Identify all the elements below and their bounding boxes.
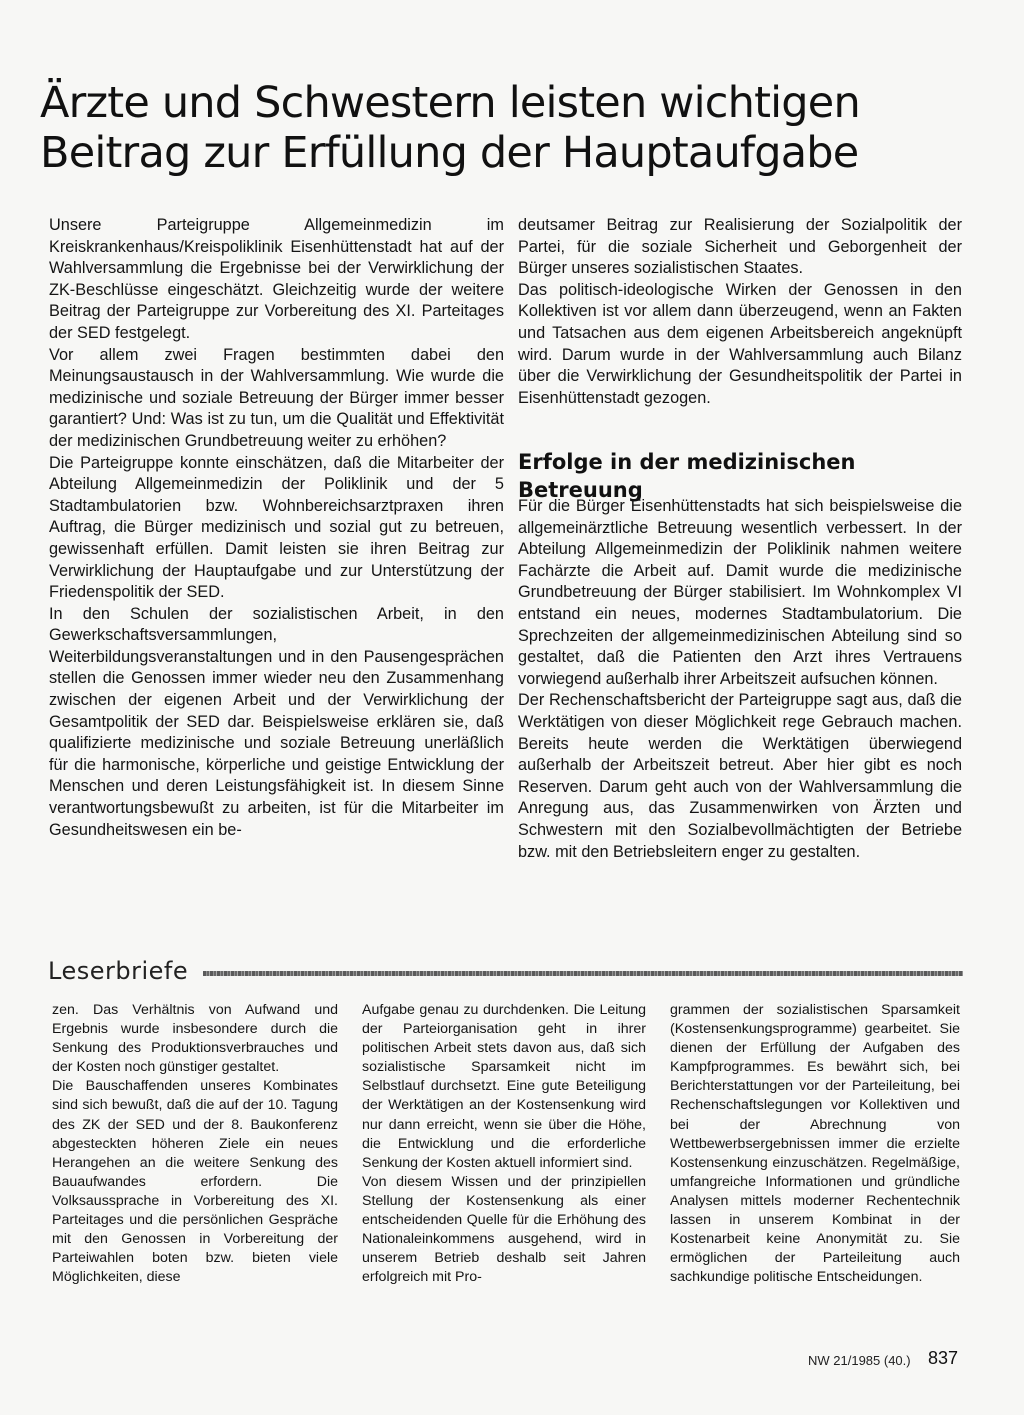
- title-line-1: Ärzte und Schwestern leisten wichtigen: [40, 78, 860, 128]
- letters-column-3: [670, 1001, 960, 1287]
- paragraph: Der Rechenschaftsbericht der Parteigruppe sagt aus, daß die Werktätigen von dieser Möglichkeit rege Gebrauch machen. Bereits heute werden die Werktätigen überwiegend außerhalb der Arbeitszeit betreut. Aber hier gibt es noch Reserven. Darum geht auch von der Wahlversammlung die Anregung aus, das Zusammenwirken von Ärzten und Schwestern mit den Sozialbevollmächtigten der Betriebe bzw. mit den Betriebsleitern enger zu gestalten.: [518, 691, 962, 861]
- article-column-1: [49, 215, 504, 841]
- letters-column-2: [362, 1001, 646, 1287]
- issue-reference: NW 21/1985 (40.): [808, 1353, 911, 1368]
- article-column-2: [518, 215, 962, 409]
- letters-column-1: [52, 1001, 338, 1287]
- article-title: [40, 78, 1000, 178]
- article-subheading: Erfolge in der medizinischen Betreuung: [518, 450, 856, 502]
- section-divider: [203, 971, 963, 976]
- paragraph: Von diesem Wissen und der prinzipiellen Stellung der Kostensenkung als einer entscheidenden Quelle für die Erhöhung des Nationaleinkommens ausgehend, wird in unserem Betrieb deshalb seit Jahren erfolgreich mit Pro-: [362, 1173, 646, 1286]
- paragraph: Aufgabe genau zu durchdenken. Die Leitung der Parteiorganisation geht in ihrer politischen Arbeit stets davon aus, daß sich sozialistische Sparsamkeit nicht im Selbstlauf durchsetzt. Eine gute Beteiligung der Werktätigen an der Kostensenkung wird nur dann erreicht, wenn sie über die Höhe, die Entwicklung und die erforderliche Senkung der Kosten aktuell informiert sind.: [362, 1002, 646, 1171]
- page-number: 837: [928, 1348, 959, 1368]
- paragraph: Das politisch-ideologische Wirken der Genossen in den Kollektiven ist vor allem dann überzeugend, wenn an Fakten und Tatsachen aus dem eigenen Arbeitsbereich angeknüpft wird. Darum wurde in der Wahlversammlung auch Bilanz über die Verwirklichung der Gesundheitspolitik der Partei in Eisenhüttenstadt gezogen.: [518, 280, 962, 407]
- paragraph: In den Schulen der sozialistischen Arbeit, in den Gewerkschaftsversammlungen, Weiterbildungsveranstaltungen und in den Pausengesprächen stellen die Genossen immer wieder neu den Zusammenhang zwischen der eigenen Arbeit und der Verwirklichung der Gesamtpolitik der SED dar. Beispielsweise erklären sie, daß qualifizierte medizinische und soziale Betreuung unerläßlich für die harmonische, körperliche und geistige Entwicklung der Menschen und deren Leistungsfähigkeit ist. In diesem Sinne verantwortungsbewußt zu arbeiten, ist für die Mitarbeiter im Gesundheitswesen ein be-: [49, 604, 504, 839]
- section-label-leserbriefe: Leserbriefe: [48, 957, 189, 985]
- paragraph: Unsere Parteigruppe Allgemeinmedizin im Kreiskrankenhaus/Kreispoliklinik Eisenhüttenstadt hat auf der Wahlversammlung die Ergebnisse bei der Verwirklichung der ZK-Beschlüsse eingeschätzt. Gleichzeitig wurde der weitere Beitrag der Parteigruppe zur Vorbereitung des XI. Parteitages der SED festgelegt.: [49, 216, 504, 342]
- article-column-2-continued: [518, 496, 962, 863]
- paragraph: grammen der sozialistischen Sparsamkeit (Kostensenkungsprogramme) gearbeitet. Sie dienen der Erfüllung der Aufgaben des Kampfprogrammes. Es bewährt sich, bei Berichterstattungen vor der Parteileitung, bei Rechenschaftslegungen vor Kollektiven und bei der Abrechnung von Wettbewerbsergebnissen immer die erzielte Kostensenkung einzuschätzen. Regelmäßige, umfangreiche Informationen und gründliche Analysen mittels moderner Rechentechnik lassen in unserem Kombinat in der Kostenarbeit keine Anonymität zu. Sie ermöglichen der Parteileitung auch sachkundige politische Entscheidungen.: [670, 1002, 960, 1286]
- paragraph: Vor allem zwei Fragen bestimmten dabei den Meinungsaustausch in der Wahlversammlung. Wie wurde die medizinische und soziale Betreuung der Bürger immer besser garantiert? Und: Was ist zu tun, um die Qualität und Effektivität der medizinischen Grundbetreuung weiter zu erhöhen?: [49, 345, 504, 450]
- paragraph: Die Bauschaffenden unseres Kombinates sind sich bewußt, daß die auf der 10. Tagung des ZK der SED und der 8. Baukonferenz abgesteckten höheren Ziele ein neues Herangehen an die weitere Senkung des Bauaufwandes erfordern. Die Volksaussprache in Vorbereitung des XI. Parteitages und die persönlichen Gespräche mit den Genossen in Vorbereitung der Parteiwahlen boten bzw. bieten viele Möglichkeiten, diese: [52, 1078, 338, 1286]
- paragraph: Für die Bürger Eisenhüttenstadts hat sich beispielsweise die allgemeinärztliche Betreuung wesentlich verbessert. In der Abteilung Allgemeinmedizin der Poliklinik nahmen weitere Fachärzte die Arbeit auf. Damit wurde die medizinische Grundbetreuung der Bürger stabilisiert. Im Wohnkomplex VI entstand ein neues, modernes Stadtambulatorium. Die Sprechzeiten der allgemeinmedizinischen Abteilung sind so gestaltet, daß die Patienten den Arzt ihres Vertrauens vorwiegend außerhalb ihrer Arbeitszeit aufsuchen können.: [518, 497, 962, 688]
- paragraph: Die Parteigruppe konnte einschätzen, daß die Mitarbeiter der Abteilung Allgemeinmedizin der Poliklinik und der 5 Stadtambulatorien bzw. Wohnbereichsarztpraxen ihren Auftrag, die Bürger medizinisch und sozial gut zu betreuen, gewissenhaft erfüllen. Damit leisten sie ihren Beitrag zur Verwirklichung der Hauptaufgabe und zur Unterstützung der Friedenspolitik der SED.: [49, 453, 504, 602]
- paragraph: zen. Das Verhältnis von Aufwand und Ergebnis wurde insbesondere durch die Senkung des Produktionsverbrauches und der Kosten noch günstiger gestaltet.: [52, 1002, 338, 1076]
- title-line-2: Beitrag zur Erfüllung der Hauptaufgabe: [40, 128, 859, 178]
- paragraph: deutsamer Beitrag zur Realisierung der Sozialpolitik der Partei, für die soziale Sicherheit und Geborgenheit der Bürger unseres sozialistischen Staates.: [518, 216, 962, 278]
